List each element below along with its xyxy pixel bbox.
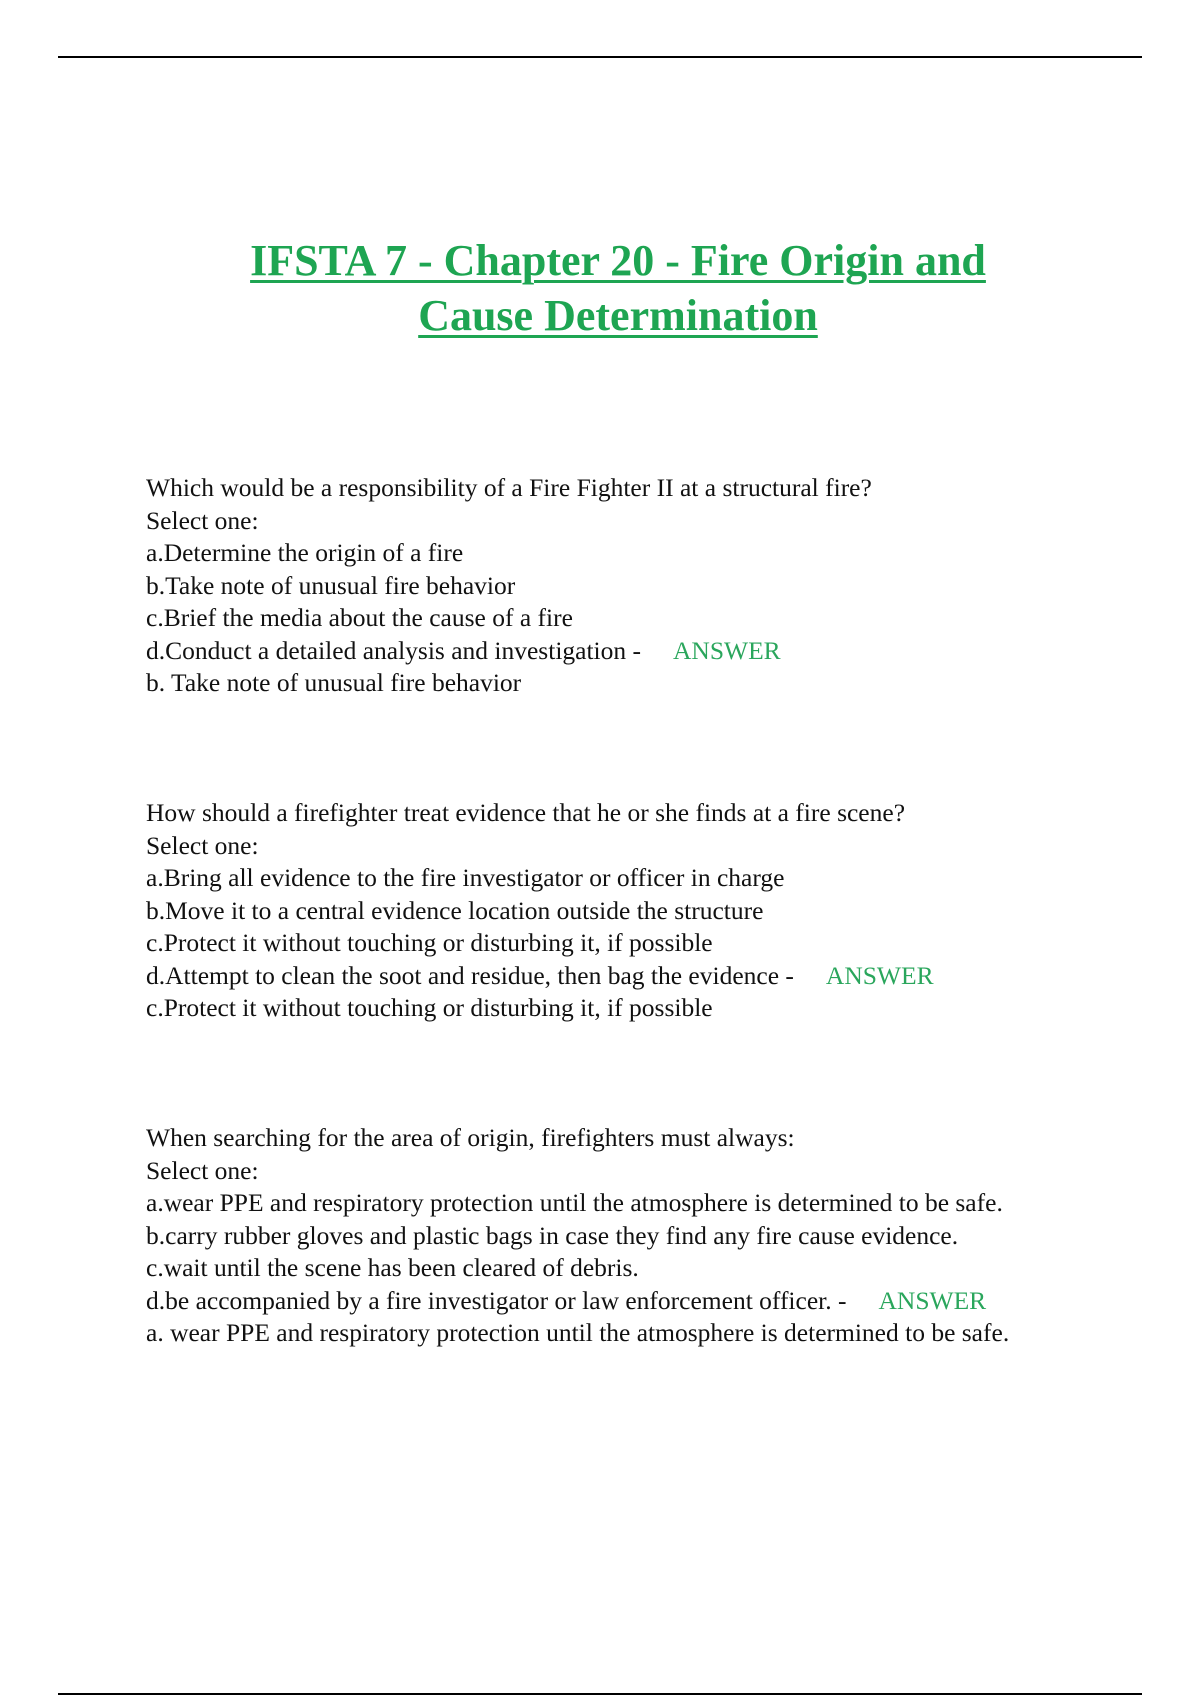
option-d-row [146, 1285, 1086, 1318]
answer-label: ANSWER [825, 960, 934, 990]
select-one-prompt: Select one: [146, 830, 259, 860]
top-rule [58, 56, 1142, 58]
answer-text: b. Take note of unusual fire behavior [146, 668, 522, 697]
answer-label: ANSWER [673, 635, 781, 665]
question-block [146, 472, 1086, 700]
question-block [146, 1122, 1086, 1350]
option-d-row [146, 960, 1086, 993]
option-c: c.Protect it without touching or disturbing it, if possible [146, 928, 713, 957]
select-one-prompt: Select one: [146, 1155, 259, 1185]
option-a: a.wear PPE and respiratory protection until the atmosphere is determined to be safe. [146, 1188, 1003, 1217]
bottom-rule [58, 1693, 1142, 1695]
option-b: b.Move it to a central evidence location outside the structure [146, 895, 764, 925]
option-d: d.Attempt to clean the soot and residue, then bag the evidence - [146, 960, 794, 990]
question-text: How should a firefighter treat evidence that he or she finds at a fire scene? [146, 798, 906, 827]
option-c: c.wait until the scene has been cleared of debris. [146, 1253, 639, 1282]
option-d: d.be accompanied by a fire investigator or law enforcement officer. - [146, 1285, 847, 1315]
title-line-1: IFSTA 7 - Chapter 20 - Fire Origin and [250, 236, 986, 285]
question-text: When searching for the area of origin, firefighters must always: [146, 1123, 795, 1152]
title-line-2: Cause Determination [418, 291, 818, 340]
question-text: Which would be a responsibility of a Fire Fighter II at a structural fire? [146, 473, 872, 502]
option-d-row [146, 635, 1086, 668]
option-a: a.Bring all evidence to the fire investigator or officer in charge [146, 863, 785, 892]
page-title [0, 233, 1200, 343]
option-a: a.Determine the origin of a fire [146, 538, 464, 567]
question-block [146, 797, 1086, 1025]
option-b: b.carry rubber gloves and plastic bags in case they find any fire cause evidence. [146, 1220, 959, 1250]
option-d: d.Conduct a detailed analysis and investigation - [146, 635, 642, 665]
option-b: b.Take note of unusual fire behavior [146, 570, 516, 600]
answer-text: c.Protect it without touching or disturbing it, if possible [146, 993, 713, 1022]
answer-text: a. wear PPE and respiratory protection until the atmosphere is determined to be safe. [146, 1318, 1010, 1347]
option-c: c.Brief the media about the cause of a fire [146, 603, 573, 632]
select-one-prompt: Select one: [146, 505, 259, 535]
answer-label: ANSWER [878, 1285, 987, 1315]
